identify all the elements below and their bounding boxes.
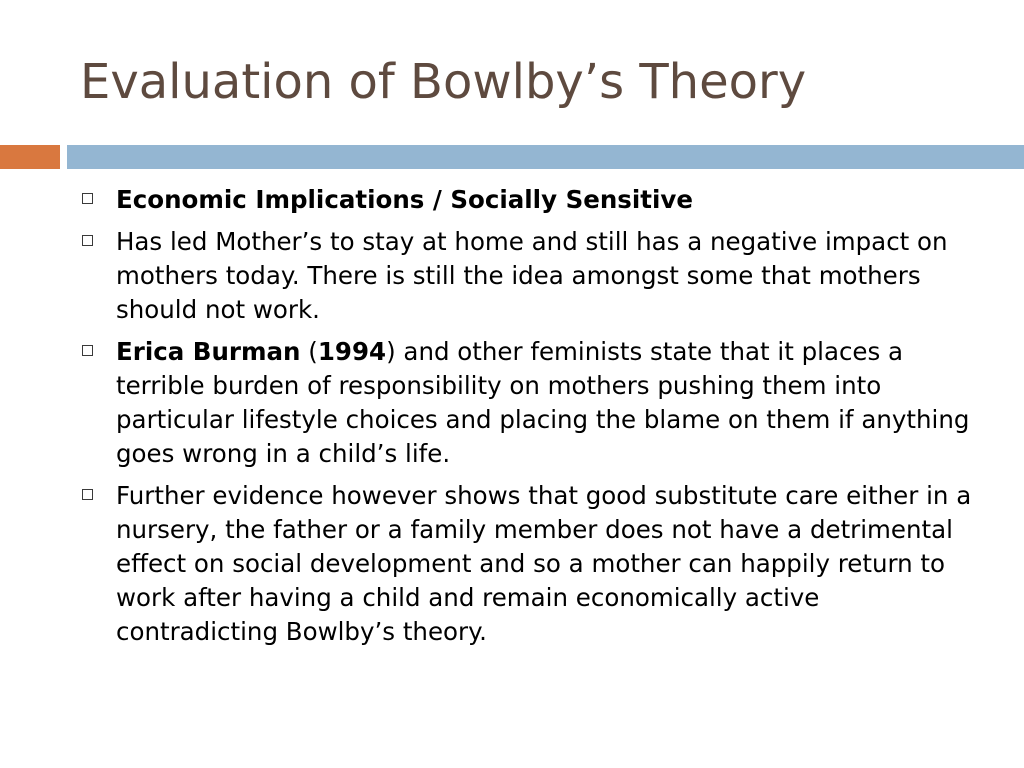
citation-year: 1994 [317, 337, 387, 366]
bullet-text: Further evidence however shows that good substitute care either in a nursery, the father or a family member does not have a detrimental effect on social development and so a mother can happily return to work after having a child and remain economically active contradicting Bowlby’s theory. [116, 481, 972, 646]
bullet-item [80, 183, 980, 217]
bullet-item [80, 479, 980, 649]
title-underline-bar [67, 145, 1024, 169]
square-bullet-icon [82, 193, 93, 204]
accent-bar [0, 145, 60, 169]
square-bullet-icon [82, 345, 93, 356]
bullet-text: Economic Implications / Socially Sensitive [116, 185, 693, 214]
square-bullet-icon [82, 235, 93, 246]
author-name: Erica Burman [116, 337, 301, 366]
slide-title: Evaluation of Bowlby’s Theory [80, 54, 807, 110]
bullet-text: ( [300, 337, 318, 366]
bullet-list [80, 183, 980, 657]
bullet-item [80, 225, 980, 327]
bullet-text: Has led Mother’s to stay at home and still has a negative impact on mothers today. There is still the idea amongst some that mothers should not work. [116, 227, 948, 324]
bullet-item [80, 335, 980, 471]
square-bullet-icon [82, 489, 93, 500]
bullet-text: ) and other feminists state that it places a terrible burden of responsibility on mothers pushing them into particular lifestyle choices and placing the blame on them if anything goes wrong in a child’s life. [116, 337, 970, 468]
